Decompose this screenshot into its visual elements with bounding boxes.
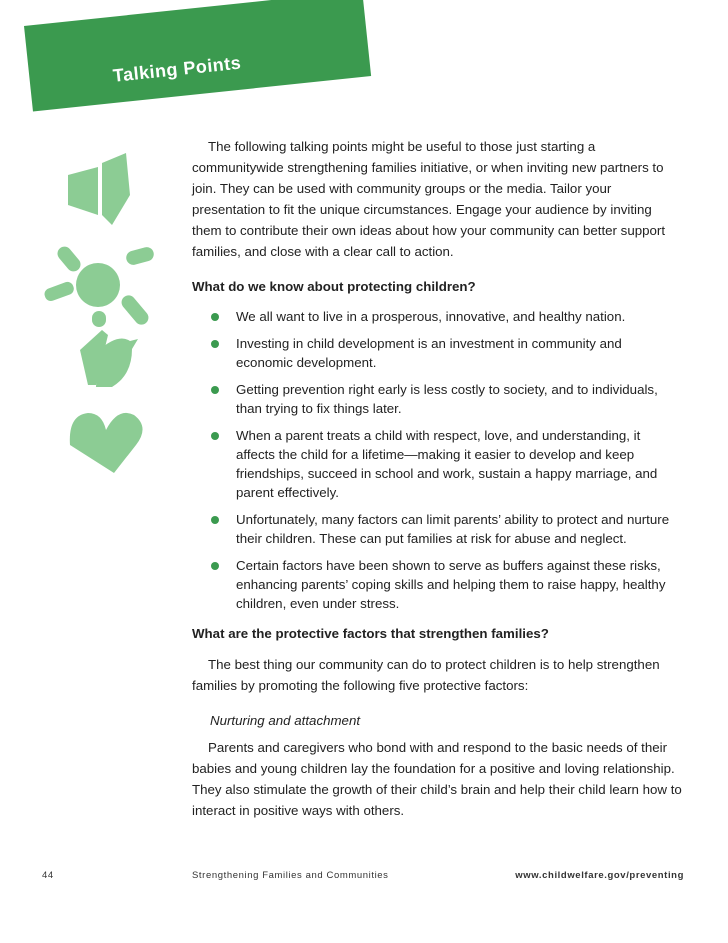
list-item (192, 380, 682, 418)
decorative-icons (40, 145, 180, 485)
list-item-text: Certain factors have been shown to serve as buffers against these risks, enhancing parents’ coping skills and helping them to raise happy, healthy children, even under stress. (236, 558, 666, 611)
subheading-nurturing: Nurturing and attachment (210, 713, 361, 728)
bullet-icon (211, 432, 219, 440)
section-heading-protective-factors: What are the protective factors that strengthen families? (192, 626, 549, 641)
bullet-icon (211, 386, 219, 394)
page-title: Talking Points (112, 52, 243, 86)
main-content (192, 136, 682, 835)
butterfly-icon (68, 153, 130, 225)
bird-icon (80, 330, 138, 387)
heart-icon (70, 413, 143, 473)
footer-url: www.childwelfare.gov/preventing (515, 870, 684, 881)
title-banner (24, 0, 371, 112)
list-item (192, 426, 682, 502)
publication-title: Strengthening Families and Communities (192, 870, 389, 881)
bullet-icon (211, 313, 219, 321)
section-heading-protecting-children: What do we know about protecting children? (192, 279, 476, 294)
bullet-icon (211, 340, 219, 348)
list-item (192, 307, 682, 326)
bullet-icon (211, 516, 219, 524)
list-item-text: Getting prevention right early is less costly to society, and to individuals, than trying to fix things later. (236, 382, 658, 416)
list-item (192, 556, 682, 613)
sun-icon (43, 244, 155, 328)
list-item-text: Investing in child development is an investment in community and economic development. (236, 336, 622, 370)
list-item-text: We all want to live in a prosperous, innovative, and healthy nation. (236, 309, 626, 324)
protective-factors-paragraph: The best thing our community can do to protect children is to help strengthen families by promoting the following five protective factors: (192, 657, 660, 693)
list-item (192, 334, 682, 372)
list-item (192, 510, 682, 548)
page-number: 44 (42, 870, 54, 881)
intro-paragraph: The following talking points might be useful to those just starting a communitywide strengthening families initiative, or when inviting new partners to join. They can be used with community groups or the media. Tailor your presentation to fit the unique circumstances. Engage your audience by inviting them to contribute their own ideas about how your community can better support families, and close with a clear call to action. (192, 139, 666, 259)
list-item-text: When a parent treats a child with respect, love, and understanding, it affects the child for a lifetime—making it easier to develop and keep friendships, succeed in school and work, sustain a happy marriage, and parent effectively. (236, 428, 658, 500)
nurturing-paragraph: Parents and caregivers who bond with and respond to the basic needs of their babies and young children lay the foundation for a positive and loving relationship. They also stimulate the growth of their child’s brain and help their child learn how to interact in positive ways with others. (192, 740, 682, 818)
bullet-list (192, 307, 682, 613)
bullet-icon (211, 562, 219, 570)
list-item-text: Unfortunately, many factors can limit parents’ ability to protect and nurture their children. These can put families at risk for abuse and neglect. (236, 512, 670, 546)
